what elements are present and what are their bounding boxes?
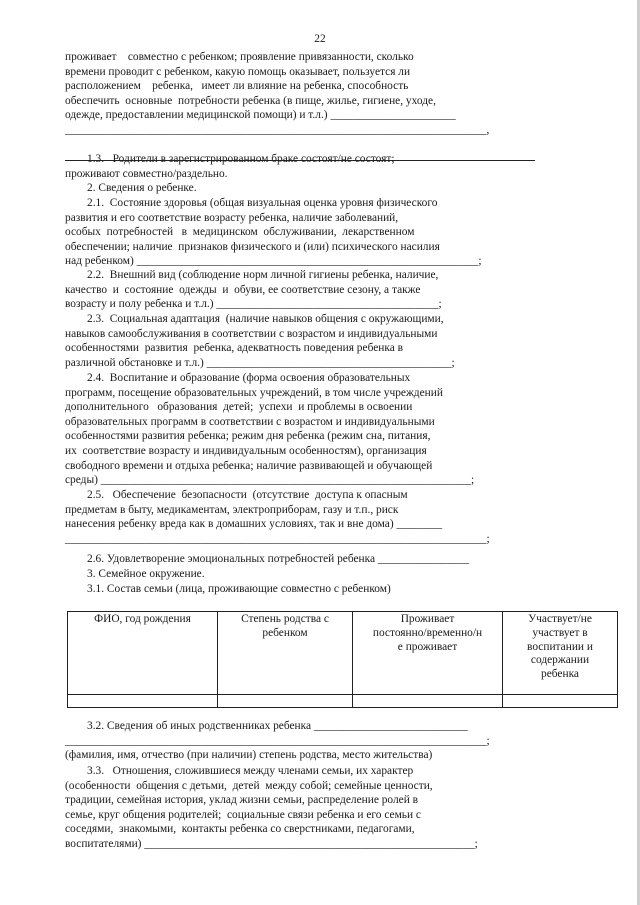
paragraph-b12: 3.2. Сведения об иных родственниках ребенка ___________________________ __________________________________________________________________________; — [65, 720, 490, 747]
paragraph-b9: 2.6. Удовлетворение эмоциональных потребностей ребенка ________________ — [87, 553, 470, 565]
paragraph-b6: 2.3. Социальная адаптация (наличие навыков общения с окружающими, навыков самообслуживания в соответствии с возрастом и индивидуальными особенностями развития ребенка, адекватность поведения ребенка в различной обстановке и т.л.) ___________________________________________; — [65, 313, 455, 369]
table-header-cell: Участвует/не участвует в воспитании и содержании ребенка — [503, 612, 618, 695]
paragraph-b11: 3.1. Состав семьи (лица, проживающие совместно с ребенком) — [87, 583, 391, 595]
table-cell[interactable] — [353, 695, 503, 708]
table-cell[interactable] — [68, 695, 218, 708]
paragraph-b4: 2.1. Состояние здоровья (общая визуальная оценка уровня физического развития и его соответствие возрасту ребенка, наличие заболеваний, особых потребностей в медицинском обслуживании, лекарственном обеспечении; наличие признаков физического и (или) психического насилия над ребенком) ____________________________________________________________; — [65, 197, 482, 268]
paragraph-b2: 1.3. Родители в зарегистрированном браке состоят/не состоят; проживают совместно/раздельно. — [65, 153, 395, 180]
paragraph-b14: 3.3. Отношения, сложившиеся между членами семьи, их характер (особенности общения с детьми, детей между собой; семейные ценности, традиции, семейная история, уклад жизни семьи, распределение ролей в семье, круг общения родителей; социальные связи ребенка и его семьи с соседями, знакомыми, контакты ребенка со сверстниками, педагогами, воспитателями) __________________________________________________________; — [65, 765, 478, 850]
paragraph-b3: 2. Сведения о ребенке. — [87, 182, 197, 194]
paragraph-b1: проживает совместно с ребенком; проявление привязанности, сколько времени проводит с ребенком, какую помощь оказывает, пользуется ли расположением ребенка, имеет ли влияние на ребенка, способность обеспечить основные потребности ребенка (в пище, жилье, гигиене, уходе, одежде, предоставлении медицинской помощи) и т.л.) ______________________ __________________________________________________________________________, — [65, 51, 490, 136]
table-row — [68, 695, 618, 708]
table-header-cell: ФИО, год рождения — [68, 612, 218, 695]
family-composition-table — [67, 611, 618, 708]
paragraph-b8: 2.5. Обеспечение безопасности (отсутствие доступа к опасным предметам в быту, медикаментам, электроприборам, газу и т.п., риск нанесения ребенку вреда как в домашних условиях, так и вне дома) ________ __________________________________________________________________________; — [65, 489, 490, 545]
paragraph-b10: 3. Семейное окружение. — [87, 568, 205, 580]
table-header-row — [68, 612, 618, 695]
paragraph-b5: 2.2. Внешний вид (соблюдение норм личной гигиены ребенка, наличие, качество и состояние одежды и обуви, ее соответствие сезону, а также возрасту и полу ребенка и т.л.) _______________________________________; — [65, 269, 442, 311]
fill-line — [65, 160, 535, 161]
paragraph-b13: (фамилия, имя, отчество (при наличии) степень родства, место жительства) — [65, 749, 433, 761]
table-header-cell: Проживает постоянно/временно/н е проживает — [353, 612, 503, 695]
table-cell[interactable] — [218, 695, 353, 708]
table-header-cell: Степень родства с ребенком — [218, 612, 353, 695]
table-cell[interactable] — [503, 695, 618, 708]
page-number: 22 — [314, 33, 326, 45]
paragraph-b7: 2.4. Воспитание и образование (форма освоения образовательных программ, посещение образовательных учреждений, в том числе учреждений дополнительного образования детей; успехи и проблемы в освоении образовательных программ в соответствии с возрастом и индивидуальными особенностями развития ребенка; режим дня ребенка (режим сна, питания, их соответствие возрасту и индивидуальным особенностям), организация свободного времени и отдыха ребенка; наличие развивающей и обучающей среды) _________________________________________________________________; — [65, 372, 475, 487]
